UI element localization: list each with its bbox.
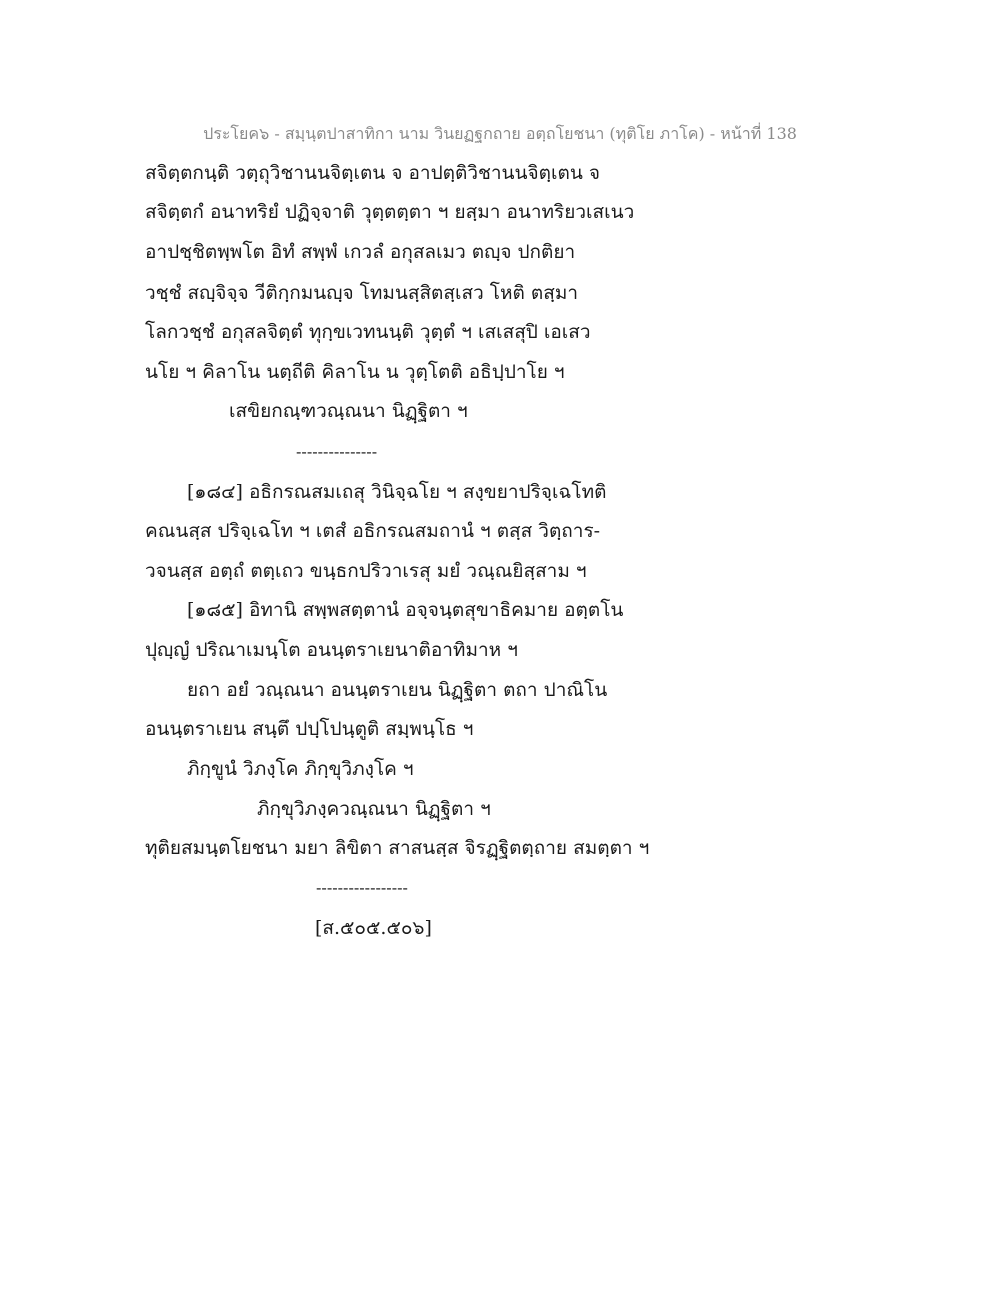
text-line: สจิตฺตกนฺติ วตฺถุวิชานนจิตฺเตน จ อาปตฺติวิชานนจิตฺเตน จ bbox=[145, 162, 600, 184]
section-end-title: ภิกฺขุวิภงฺควณฺณนา นิฏฺฐิตา ฯ bbox=[257, 798, 491, 820]
section-end-title: เสขิยกณฺฑวณฺณนา นิฏฺฐิตา ฯ bbox=[229, 400, 468, 422]
text-line: ยถา อยํ วณฺณนา อนนฺตราเยน นิฏฺฐิตา ตถา ปาณิโน bbox=[187, 679, 608, 701]
page-reference: [ส.๕๐๕.๕๐๖] bbox=[315, 917, 432, 939]
text-line: นโย ฯ คิลาโน นตฺถีติ คิลาโน น วุตฺโตติ อธิปฺปาโย ฯ bbox=[145, 361, 565, 383]
page-header: ประโยค๖ - สมฺนฺตปาสาทิกา นาม วินยฏฐกถาย อตฺถโยชนา (ทุติโย ภาโค) - หน้าที่ 138 bbox=[203, 124, 797, 143]
separator-line: ----------------- bbox=[316, 878, 408, 897]
text-line: วจนสฺส อตฺถํ ตตฺเถว ขนฺธกปริวาเรสุ มยํ วณฺณยิสฺสาม ฯ bbox=[145, 560, 587, 582]
text-line: ทุติยสมนฺตโยชนา มยา ลิขิตา สาสนสฺส จิรฏฺฐิตตฺถาย สมตฺตา ฯ bbox=[145, 837, 650, 859]
text-line: [๑๘๔] อธิกรณสมเถสุ วินิจฺฉโย ฯ สงฺขยาปริจฺเฉโทติ bbox=[187, 481, 607, 503]
text-line: ภิกฺขูนํ วิภงฺโค ภิกฺขุวิภงฺโค ฯ bbox=[187, 758, 414, 780]
text-line: ปุญฺญํ ปริณาเมนฺโต อนนฺตราเยนาติอาทิมาห ฯ bbox=[145, 639, 518, 661]
text-line: คณนสฺส ปริจฺเฉโท ฯ เตสํ อธิกรณสมถานํ ฯ ตสฺส วิตฺถาร- bbox=[145, 520, 601, 542]
text-line: วชฺชํ สญฺจิจฺจ วีติกฺกมนญฺจ โทมนสฺสิตสฺเสว โหติ ตสฺมา bbox=[145, 282, 579, 304]
text-line: [๑๘๕] อิทานิ สพฺพสตฺตานํ อจฺจนฺตสุขาธิคมาย อตฺตโน bbox=[187, 599, 624, 621]
text-line: อาปชฺชิตพฺพโต อิทํ สพฺพํ เกวลํ อกุสลเมว ตญฺจ ปกติยา bbox=[145, 241, 576, 263]
text-line: สจิตฺตกํ อนาทริยํ ปฏิจฺจาติ วุตฺตตฺตา ฯ ยสฺมา อนาทริยวเสเนว bbox=[145, 201, 635, 223]
separator-line: --------------- bbox=[296, 442, 378, 461]
text-line: อนนฺตราเยน สนฺตึ ปปฺโปนฺตูติ สมฺพนฺโธ ฯ bbox=[145, 718, 474, 740]
text-line: โลกวชฺชํ อกุสลจิตฺตํ ทุกฺขเวทนนฺติ วุตฺตํ ฯ เสเสสุปิ เอเสว bbox=[145, 321, 591, 343]
